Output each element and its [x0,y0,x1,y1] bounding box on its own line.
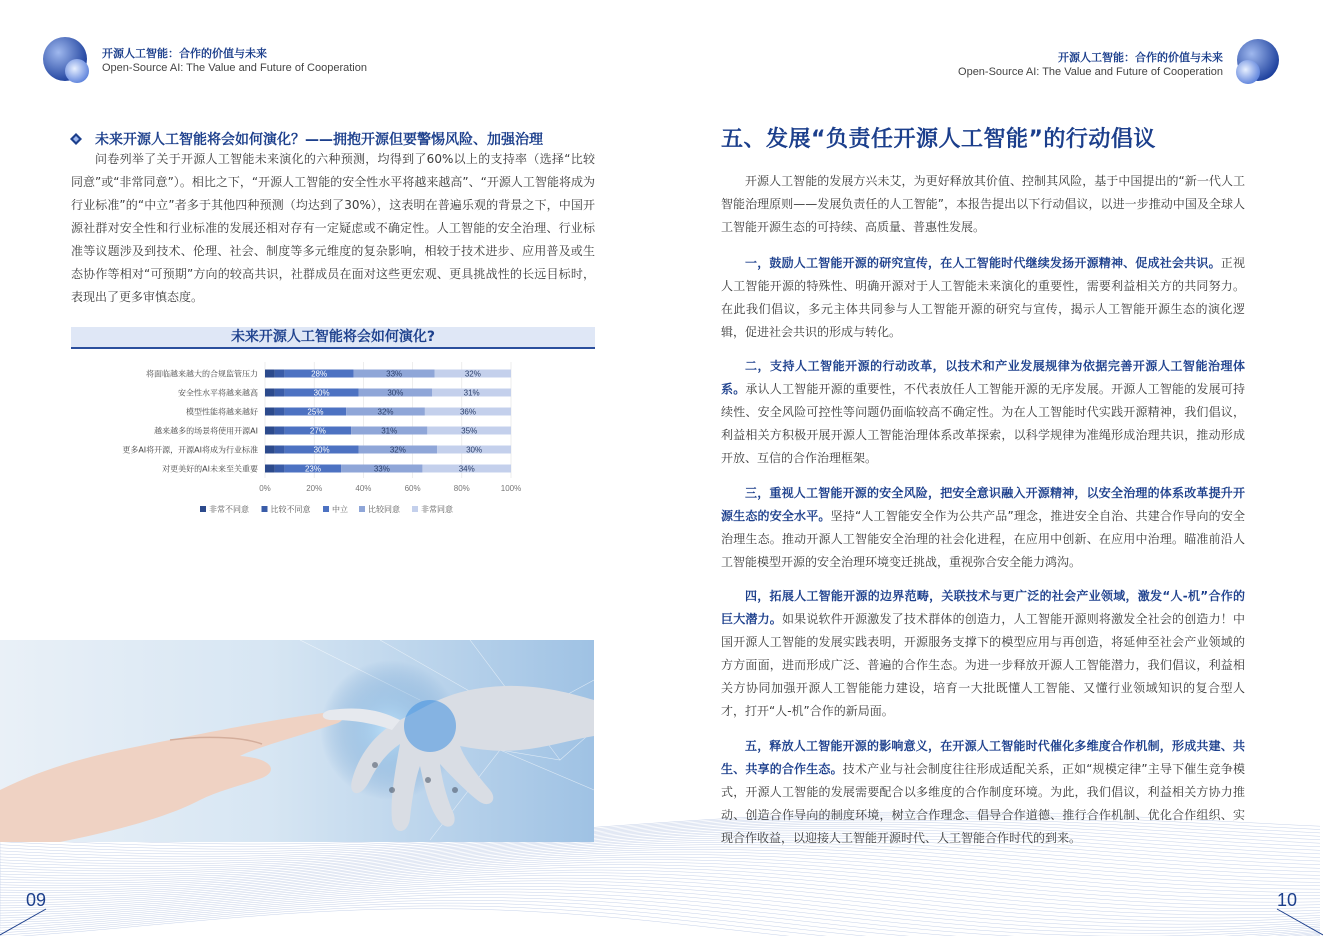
data-label: 31% [381,426,398,436]
x-tick-label: 0% [259,484,271,493]
category-label: 将面临越来越大的合规监管压力 [146,369,258,379]
bar-segment [275,370,285,378]
bar-segment [275,389,285,397]
category-label: 安全性水平将越来越高 [178,388,258,398]
data-label: 35% [461,426,478,436]
initiative-2-body: 承认人工智能开源的重要性，不代表放任人工智能开源的无序发展。开源人工智能的发展可持续性、安全风险可控性等问题仍面临较高不确定性。为在人工智能时代实践开源精神，我们倡议，利益相关方积极开展开源人工智能治理体系改革探索，以科学规律为准绳形成治理共识，推动形成开放、互信的合作治理框架。 [721,382,1245,465]
legend-label: 比较不同意 [270,505,311,514]
bar-segment [265,370,275,378]
x-tick-label: 20% [306,484,323,493]
data-label: 30% [387,388,404,398]
chart-title: 未来开源人工智能将会如何演化? [71,327,595,349]
initiative-2-lead: 二，支持人工智能开源的行动改革，以技术和产业发展规律为依据完善开源人工智能治理体系。 [721,359,1245,396]
logo-icon [43,37,99,93]
initiative-1-lead: 一，鼓励人工智能开源的研究宣传，在人工智能时代继续发扬开源精神、促成社会共识。 [745,256,1221,270]
data-label: 27% [309,426,326,436]
bar-segment [265,408,275,416]
legend-label: 中立 [332,505,348,514]
header-title-en-right: Open-Source AI: The Value and Future of Cooperation [958,66,1223,78]
initiative-1-body: 正视人工智能开源的特殊性、明确开源对于人工智能未来演化的重要性，需要利益相关方的共同努力。在此我们倡议，多元主体共同参与人工智能开源的研究与宣传，揭示人工智能开源生态的演化逻辑，促进社会共识的形成与转化。 [721,256,1245,339]
logo-icon-right [1232,38,1288,94]
data-label: 31% [463,388,480,398]
data-label: 23% [304,464,321,474]
data-label: 28% [311,369,328,379]
data-label: 33% [386,369,403,379]
x-tick-label: 100% [500,484,522,493]
bar-segment [275,465,285,473]
initiative-4-body: 如果说软件开源激发了技术群体的创造力，人工智能开源则将激发全社会的创造力！中国开源人工智能的发展实践表明，开源服务支撑下的模型应用与再创造，将延伸至社会产业领域的方方面面，进而形成广泛、普遍的合作生态。为进一步释放开源人工智能潜力，我们倡议，利益相关方协同加强开源人工智能能力建设，培育一大批既懂人工智能、又懂行业领域知识的复合型人才，打开“人-机”合作的新局面。 [721,612,1245,718]
initiative-5-lead: 五，释放人工智能开源的影响意义，在开源人工智能时代催化多维度合作机制，形成共建、共生、共享的合作生态。 [721,739,1245,776]
data-label: 25% [307,407,324,417]
diamond-bullet-icon [69,132,83,146]
x-tick-label: 40% [355,484,372,493]
header-title-zh-right: 开源人工智能：合作的价值与未来 [1058,51,1223,64]
header-title-en: Open-Source AI: The Value and Future of Cooperation [102,62,367,74]
page-number-right: 10 [1276,890,1297,910]
bar-segment [265,389,275,397]
legend-label: 比较同意 [368,505,400,514]
initiative-2 [721,355,1245,470]
data-label: 34% [458,464,475,474]
data-label: 30% [313,445,330,455]
data-label: 36% [459,407,476,417]
left-paragraph: 问卷列举了关于开源人工智能未来演化的六种预测，均得到了60%以上的支持率（选择“比较同意”或“非常同意”）。相比之下，“开源人工智能的安全性水平将越来越高”、“开源人工智能将成为行业标准”的“中立”者多于其他四种预测（均达到了30%），这表明在普遍乐观的背景之下，中国开源社群对安全性和行业标准的发展还相对存有一定疑虑或不确定性。人工智能的安全治理、行业标准等议题涉及到技术、伦理、社会、制度等多元维度的复杂影响，相较于技术进步、应用普及或生态协作等相对“可预期”方向的较高共识，社群成员在面对这些更宏观、更具挑战性的长远目标时，表现出了更多审慎态度。 [71,152,595,304]
legend-swatch [262,506,268,512]
x-tick-label: 80% [453,484,470,493]
section-title: 五、发展“负责任开源人工智能”的行动倡议 [721,127,1156,152]
legend-swatch [200,506,206,512]
legend-swatch [359,506,365,512]
bar-segment [265,427,275,435]
hand-robot-photo [0,640,594,842]
category-label: 模型性能将越来越好 [186,407,258,417]
category-label: 越来越多的场景将使用开源AI [154,426,258,436]
corner-line-left [0,905,60,936]
data-label: 32% [389,445,406,455]
data-label: 30% [466,445,483,455]
initiative-3 [721,482,1245,574]
bar-segment [265,465,275,473]
initiative-3-body: 坚持“人工智能安全作为公共产品”理念，推进安全自治、共建合作导向的安全治理生态。推动开源人工智能安全治理的社会化进程，在应用中创新、在应用中治理。瞄准前沿人工智能模型开源的安全治理环境变迁挑战，重视弥合安全能力鸿沟。 [721,509,1245,569]
bar-segment [275,427,285,435]
page-number-left: 09 [26,890,47,910]
x-tick-label: 60% [404,484,421,493]
bar-segment [275,446,285,454]
category-label: 对更美好的AI未来至关重要 [162,464,258,474]
initiative-1 [721,252,1245,344]
initiative-5-body: 技术产业与社会制度往往形成适配关系，正如“规模定律”主导下催生竞争模式，开源人工智能的发展需要配合以多维度的合作制度环境。为此，我们倡议，利益相关方协力推动、创造合作导向的制度环境，树立合作理念、倡导合作道德、推行合作机制、优化合作组织、实现合作收益，以迎接人工智能开源时代、人工智能合作时代的到来。 [721,762,1245,845]
data-label: 33% [373,464,390,474]
data-label: 32% [464,369,481,379]
left-heading: 未来开源人工智能将会如何演化？——拥抱开源但要警惕风险、加强治理 [95,132,543,148]
corner-line-right [1263,905,1323,936]
initiative-3-lead: 三，重视人工智能开源的安全风险，把安全意识融入开源精神，以安全治理的体系改革提升开源生态的安全水平。 [721,486,1245,523]
initiative-4 [721,585,1245,723]
initiative-5 [721,735,1245,850]
stacked-bar-chart [70,356,600,526]
initiative-4-lead: 四，拓展人工智能开源的边界范畴，关联技术与更广泛的社会产业领域，激发“人-机”合作的巨大潜力。 [721,589,1245,626]
data-label: 32% [377,407,394,417]
category-label: 更多AI将开源，开源AI将成为行业标准 [122,445,258,455]
legend-label: 非常同意 [421,505,453,514]
bar-segment [265,446,275,454]
legend-label: 非常不同意 [209,505,249,514]
legend-swatch [412,506,418,512]
data-label: 30% [313,388,330,398]
intro-paragraph: 开源人工智能的发展方兴未艾，为更好释放其价值、控制其风险，基于中国提出的“新一代人工智能治理原则——发展负责任的人工智能”，本报告提出以下行动倡议，以进一步推动中国及全球人工智能开源生态的可持续、高质量、普惠性发展。 [721,174,1245,234]
header-title-zh: 开源人工智能：合作的价值与未来 [102,47,267,60]
legend-swatch [323,506,329,512]
bar-segment [275,408,285,416]
